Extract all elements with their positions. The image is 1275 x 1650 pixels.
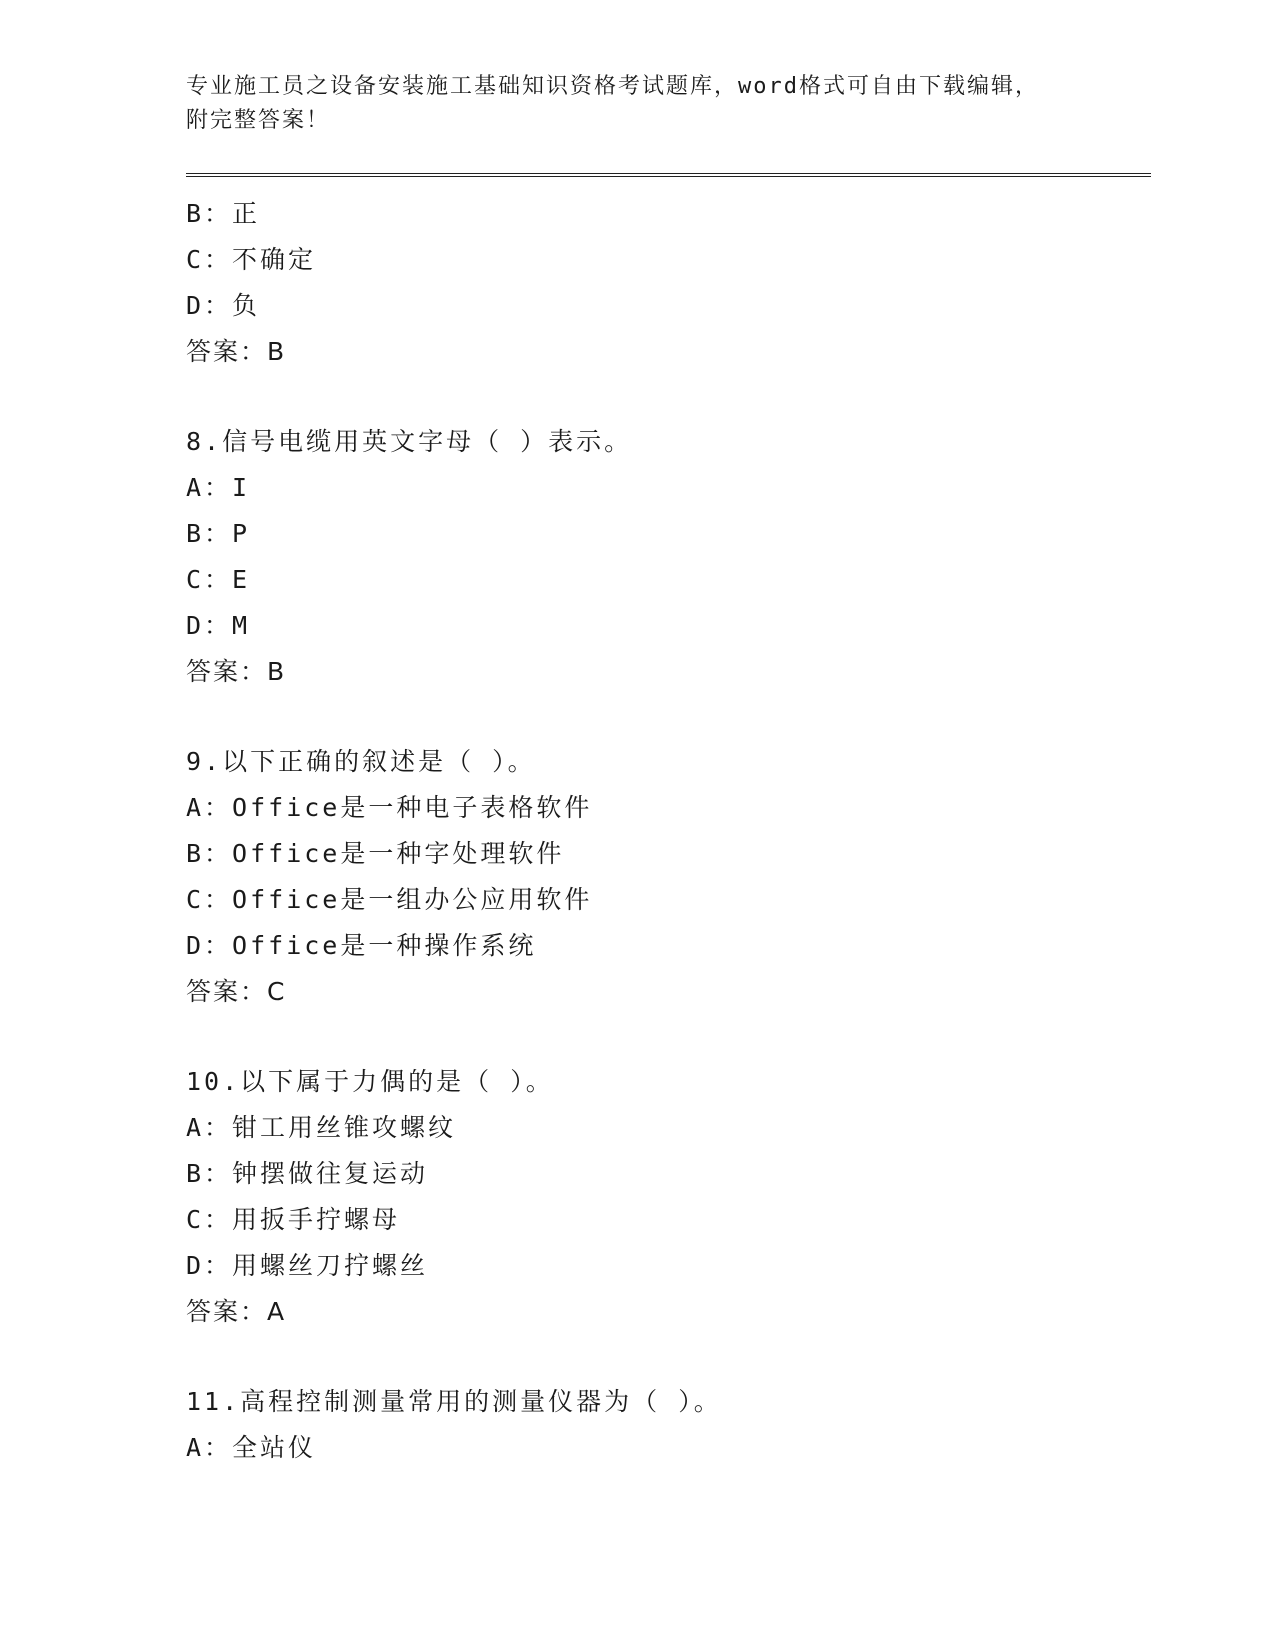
option-a: A：全站仪 (186, 1433, 317, 1462)
question-stem: 11.高程控制测量常用的测量仪器为（ ）。 (186, 1387, 722, 1416)
spacer (186, 695, 1151, 739)
spacer (186, 375, 1151, 419)
option-c: C：Office是一组办公应用软件 (186, 885, 593, 914)
document-page (186, 70, 1151, 1471)
header-divider (186, 173, 1151, 177)
option-c: C：不确定 (186, 245, 317, 274)
option-d: D：M (186, 611, 251, 640)
answer-line: 答案：B (186, 337, 287, 366)
question-10 (186, 1059, 1151, 1335)
spacer (186, 1015, 1151, 1059)
option-b: B：P (186, 519, 251, 548)
question-9 (186, 739, 1151, 1015)
option-d: D：用螺丝刀拧螺丝 (186, 1251, 429, 1280)
question-7-continued (186, 191, 1151, 375)
question-11 (186, 1379, 1151, 1471)
question-stem: 8.信号电缆用英文字母（ ）表示。 (186, 427, 633, 456)
option-b: B：Office是一种字处理软件 (186, 839, 565, 868)
question-8 (186, 419, 1151, 695)
answer-line: 答案：C (186, 977, 287, 1006)
header-line-1: 专业施工员之设备安装施工基础知识资格考试题库，word格式可自由下载编辑， (186, 74, 1039, 99)
answer-line: 答案：B (186, 657, 287, 686)
question-stem: 10.以下属于力偶的是（ ）。 (186, 1067, 554, 1096)
option-a: A：I (186, 473, 251, 502)
option-a: A：钳工用丝锥攻螺纹 (186, 1113, 457, 1142)
question-stem: 9.以下正确的叙述是（ ）。 (186, 747, 536, 776)
answer-line: 答案：A (186, 1297, 287, 1326)
option-b: B：钟摆做往复运动 (186, 1159, 429, 1188)
document-header (186, 70, 1151, 146)
option-d: D：Office是一种操作系统 (186, 931, 537, 960)
header-line-2: 附完整答案！ (186, 108, 331, 133)
option-c: C：E (186, 565, 251, 594)
option-a: A：Office是一种电子表格软件 (186, 793, 593, 822)
option-c: C：用扳手拧螺母 (186, 1205, 401, 1234)
option-d: D：负 (186, 291, 261, 320)
spacer (186, 1335, 1151, 1379)
option-b: B：正 (186, 199, 261, 228)
